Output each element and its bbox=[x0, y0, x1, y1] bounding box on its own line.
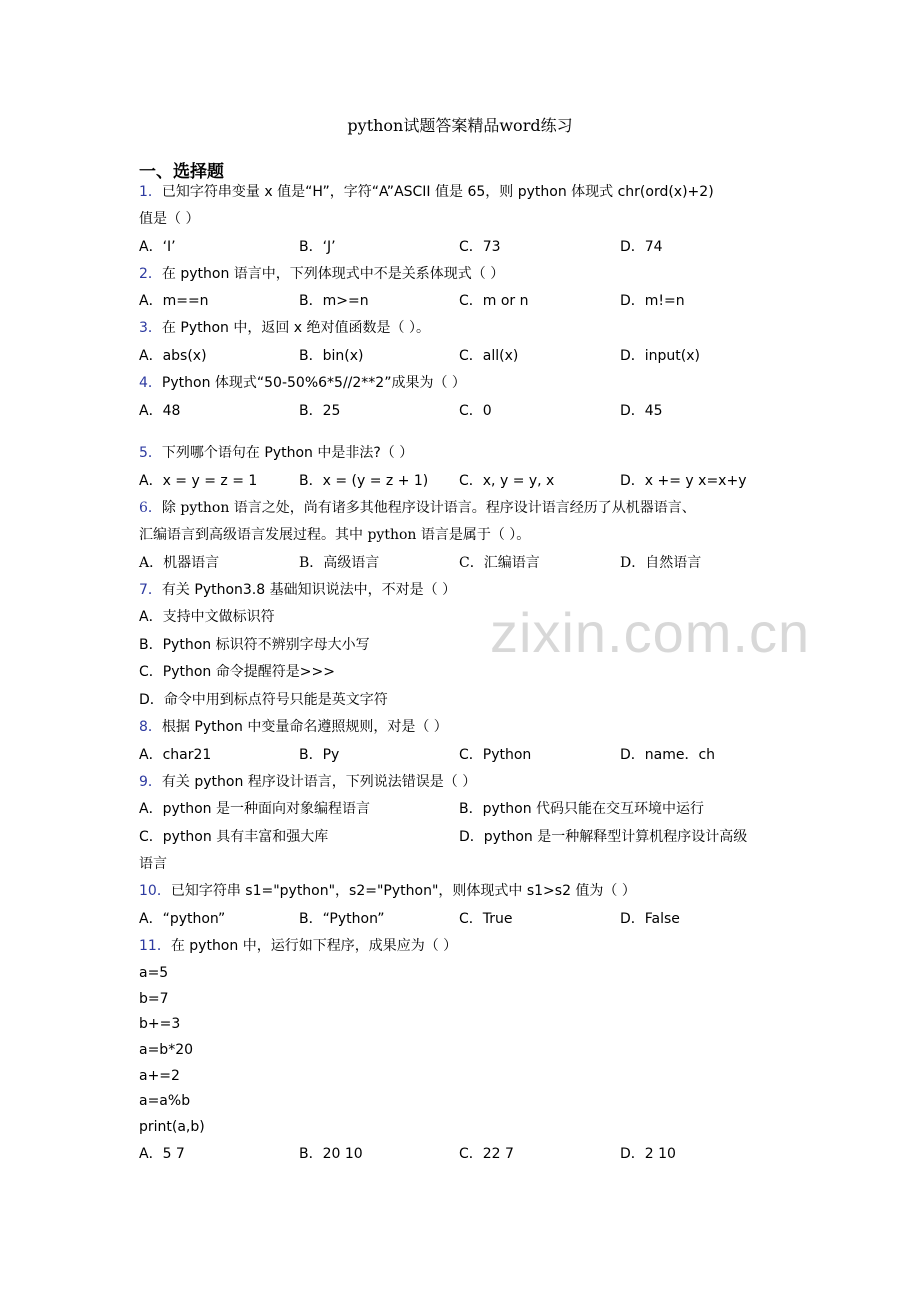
question-8 bbox=[139, 717, 448, 737]
option-c[interactable]: C．m or n bbox=[459, 293, 529, 309]
option-a[interactable]: A．支持中文做标识符 bbox=[139, 609, 275, 625]
question-number: 2． bbox=[139, 266, 162, 282]
option-a[interactable]: A．x = y = z = 1 bbox=[139, 473, 258, 489]
option-a[interactable]: A．5 7 bbox=[139, 1146, 185, 1162]
option-a[interactable]: A．‘I’ bbox=[139, 239, 176, 255]
option-b[interactable]: B．python 代码只能在交互环境中运行 bbox=[459, 801, 705, 817]
section-heading: 一、选择题 bbox=[139, 162, 224, 182]
option-b[interactable]: B．m>=n bbox=[299, 293, 369, 309]
option-c[interactable]: C．all(x) bbox=[459, 348, 519, 364]
question-9 bbox=[139, 772, 476, 792]
code-line: a=5 bbox=[139, 965, 169, 981]
question-text: 有关 Python3.8 基础知识说法中，不对是（ ） bbox=[161, 582, 457, 598]
option-c[interactable]: C．True bbox=[459, 911, 513, 927]
question-number: 11． bbox=[139, 938, 171, 954]
option-d[interactable]: D．python 是一种解释型计算机程序设计高级 bbox=[459, 829, 748, 845]
document-title: python试题答案精品word练习 bbox=[347, 116, 573, 135]
option-b[interactable]: B．高级语言 bbox=[299, 555, 380, 571]
option-c[interactable]: C．python 具有丰富和强大库 bbox=[139, 829, 329, 845]
question-number: 4． bbox=[139, 375, 162, 391]
option-b[interactable]: B．25 bbox=[299, 403, 341, 419]
question-text: 在 Python 中，返回 x 绝对值函数是（ ）。 bbox=[161, 320, 430, 336]
question-number: 7． bbox=[139, 582, 162, 598]
option-b[interactable]: B．Py bbox=[299, 747, 340, 763]
option-d[interactable]: D．m!=n bbox=[620, 293, 685, 309]
question-text: 根据 Python 中变量命名遵照规则，对是（ ） bbox=[161, 719, 448, 735]
option-d[interactable]: D．x += y x=x+y bbox=[620, 473, 747, 489]
option-d-continuation: 语言 bbox=[139, 856, 167, 872]
code-line: b=7 bbox=[139, 991, 169, 1007]
option-c[interactable]: C．Python bbox=[459, 747, 532, 763]
option-d[interactable]: D．name．ch bbox=[620, 747, 716, 763]
option-d[interactable]: D．自然语言 bbox=[620, 555, 702, 571]
question-6-continuation: 汇编语言到高级语言发展过程。其中 python 语言是属于（ ）。 bbox=[139, 527, 531, 543]
question-7 bbox=[139, 580, 456, 600]
option-b[interactable]: B．bin(x) bbox=[299, 348, 364, 364]
question-4 bbox=[139, 373, 466, 393]
option-b[interactable]: B．‘J’ bbox=[299, 239, 336, 255]
option-c[interactable]: C．Python 命令提醒符是>>> bbox=[139, 664, 335, 680]
question-number: 3． bbox=[139, 320, 162, 336]
question-1 bbox=[139, 182, 714, 202]
watermark: zixin.com.cn bbox=[490, 601, 811, 664]
option-a[interactable]: A．“python” bbox=[139, 911, 226, 927]
question-text: Python 体现式“50-50%6*5//2**2”成果为（ ） bbox=[161, 375, 466, 391]
option-a[interactable]: A．python 是一种面向对象编程语言 bbox=[139, 801, 370, 817]
question-number: 9． bbox=[139, 774, 162, 790]
option-a[interactable]: A．m==n bbox=[139, 293, 209, 309]
question-number: 10． bbox=[139, 883, 171, 899]
question-10 bbox=[139, 881, 636, 901]
question-11 bbox=[139, 936, 457, 956]
question-2 bbox=[139, 264, 504, 284]
question-1-continuation: 值是（ ） bbox=[139, 211, 200, 227]
option-c[interactable]: C．22 7 bbox=[459, 1146, 514, 1162]
code-line: a=a%b bbox=[139, 1093, 191, 1109]
option-d[interactable]: D．74 bbox=[620, 239, 663, 255]
code-line: a+=2 bbox=[139, 1068, 180, 1084]
option-c[interactable]: C．73 bbox=[459, 239, 501, 255]
option-d[interactable]: D．False bbox=[620, 911, 680, 927]
question-5 bbox=[139, 443, 413, 463]
question-text: 已知字符串变量 x 值是“H”，字符“A”ASCII 值是 65，则 python 体现式 chr(ord(x)+2) bbox=[161, 184, 714, 200]
question-number: 8． bbox=[139, 719, 162, 735]
question-text: 除 python 语言之处，尚有诸多其他程序设计语言。程序设计语言经历了从机器语言、 bbox=[161, 500, 696, 516]
question-number: 5． bbox=[139, 445, 162, 461]
question-text: 下列哪个语句在 Python 中是非法?（ ） bbox=[161, 445, 414, 461]
option-b[interactable]: B．“Python” bbox=[299, 911, 385, 927]
option-a[interactable]: A．48 bbox=[139, 403, 181, 419]
option-d[interactable]: D．45 bbox=[620, 403, 663, 419]
question-text: 已知字符串 s1="python"，s2="Python"，则体现式中 s1>s2 值为（ ） bbox=[170, 883, 636, 899]
option-d[interactable]: D．input(x) bbox=[620, 348, 701, 364]
code-line: a=b*20 bbox=[139, 1042, 194, 1058]
code-line: b+=3 bbox=[139, 1016, 181, 1032]
option-c[interactable]: C．x, y = y, x bbox=[459, 473, 555, 489]
code-line: print(a,b) bbox=[139, 1119, 205, 1135]
option-a[interactable]: A．char21 bbox=[139, 747, 212, 763]
option-a[interactable]: A．机器语言 bbox=[139, 555, 220, 571]
question-6 bbox=[139, 498, 696, 518]
question-number: 6． bbox=[139, 500, 162, 516]
question-text: 有关 python 程序设计语言，下列说法错误是（ ） bbox=[161, 774, 477, 790]
option-b[interactable]: B．20 10 bbox=[299, 1146, 363, 1162]
option-c[interactable]: C．0 bbox=[459, 403, 492, 419]
option-d[interactable]: D．2 10 bbox=[620, 1146, 676, 1162]
question-text: 在 python 语言中，下列体现式中不是关系体现式（ ） bbox=[161, 266, 505, 282]
option-c[interactable]: C．汇编语言 bbox=[459, 555, 540, 571]
question-text: 在 python 中，运行如下程序，成果应为（ ） bbox=[170, 938, 458, 954]
question-3 bbox=[139, 318, 430, 338]
option-d[interactable]: D．命令中用到标点符号只能是英文字符 bbox=[139, 692, 388, 708]
option-b[interactable]: B．Python 标识符不辨别字母大小写 bbox=[139, 637, 370, 653]
question-number: 1． bbox=[139, 184, 162, 200]
option-a[interactable]: A．abs(x) bbox=[139, 348, 207, 364]
option-b[interactable]: B．x = (y = z + 1) bbox=[299, 473, 429, 489]
